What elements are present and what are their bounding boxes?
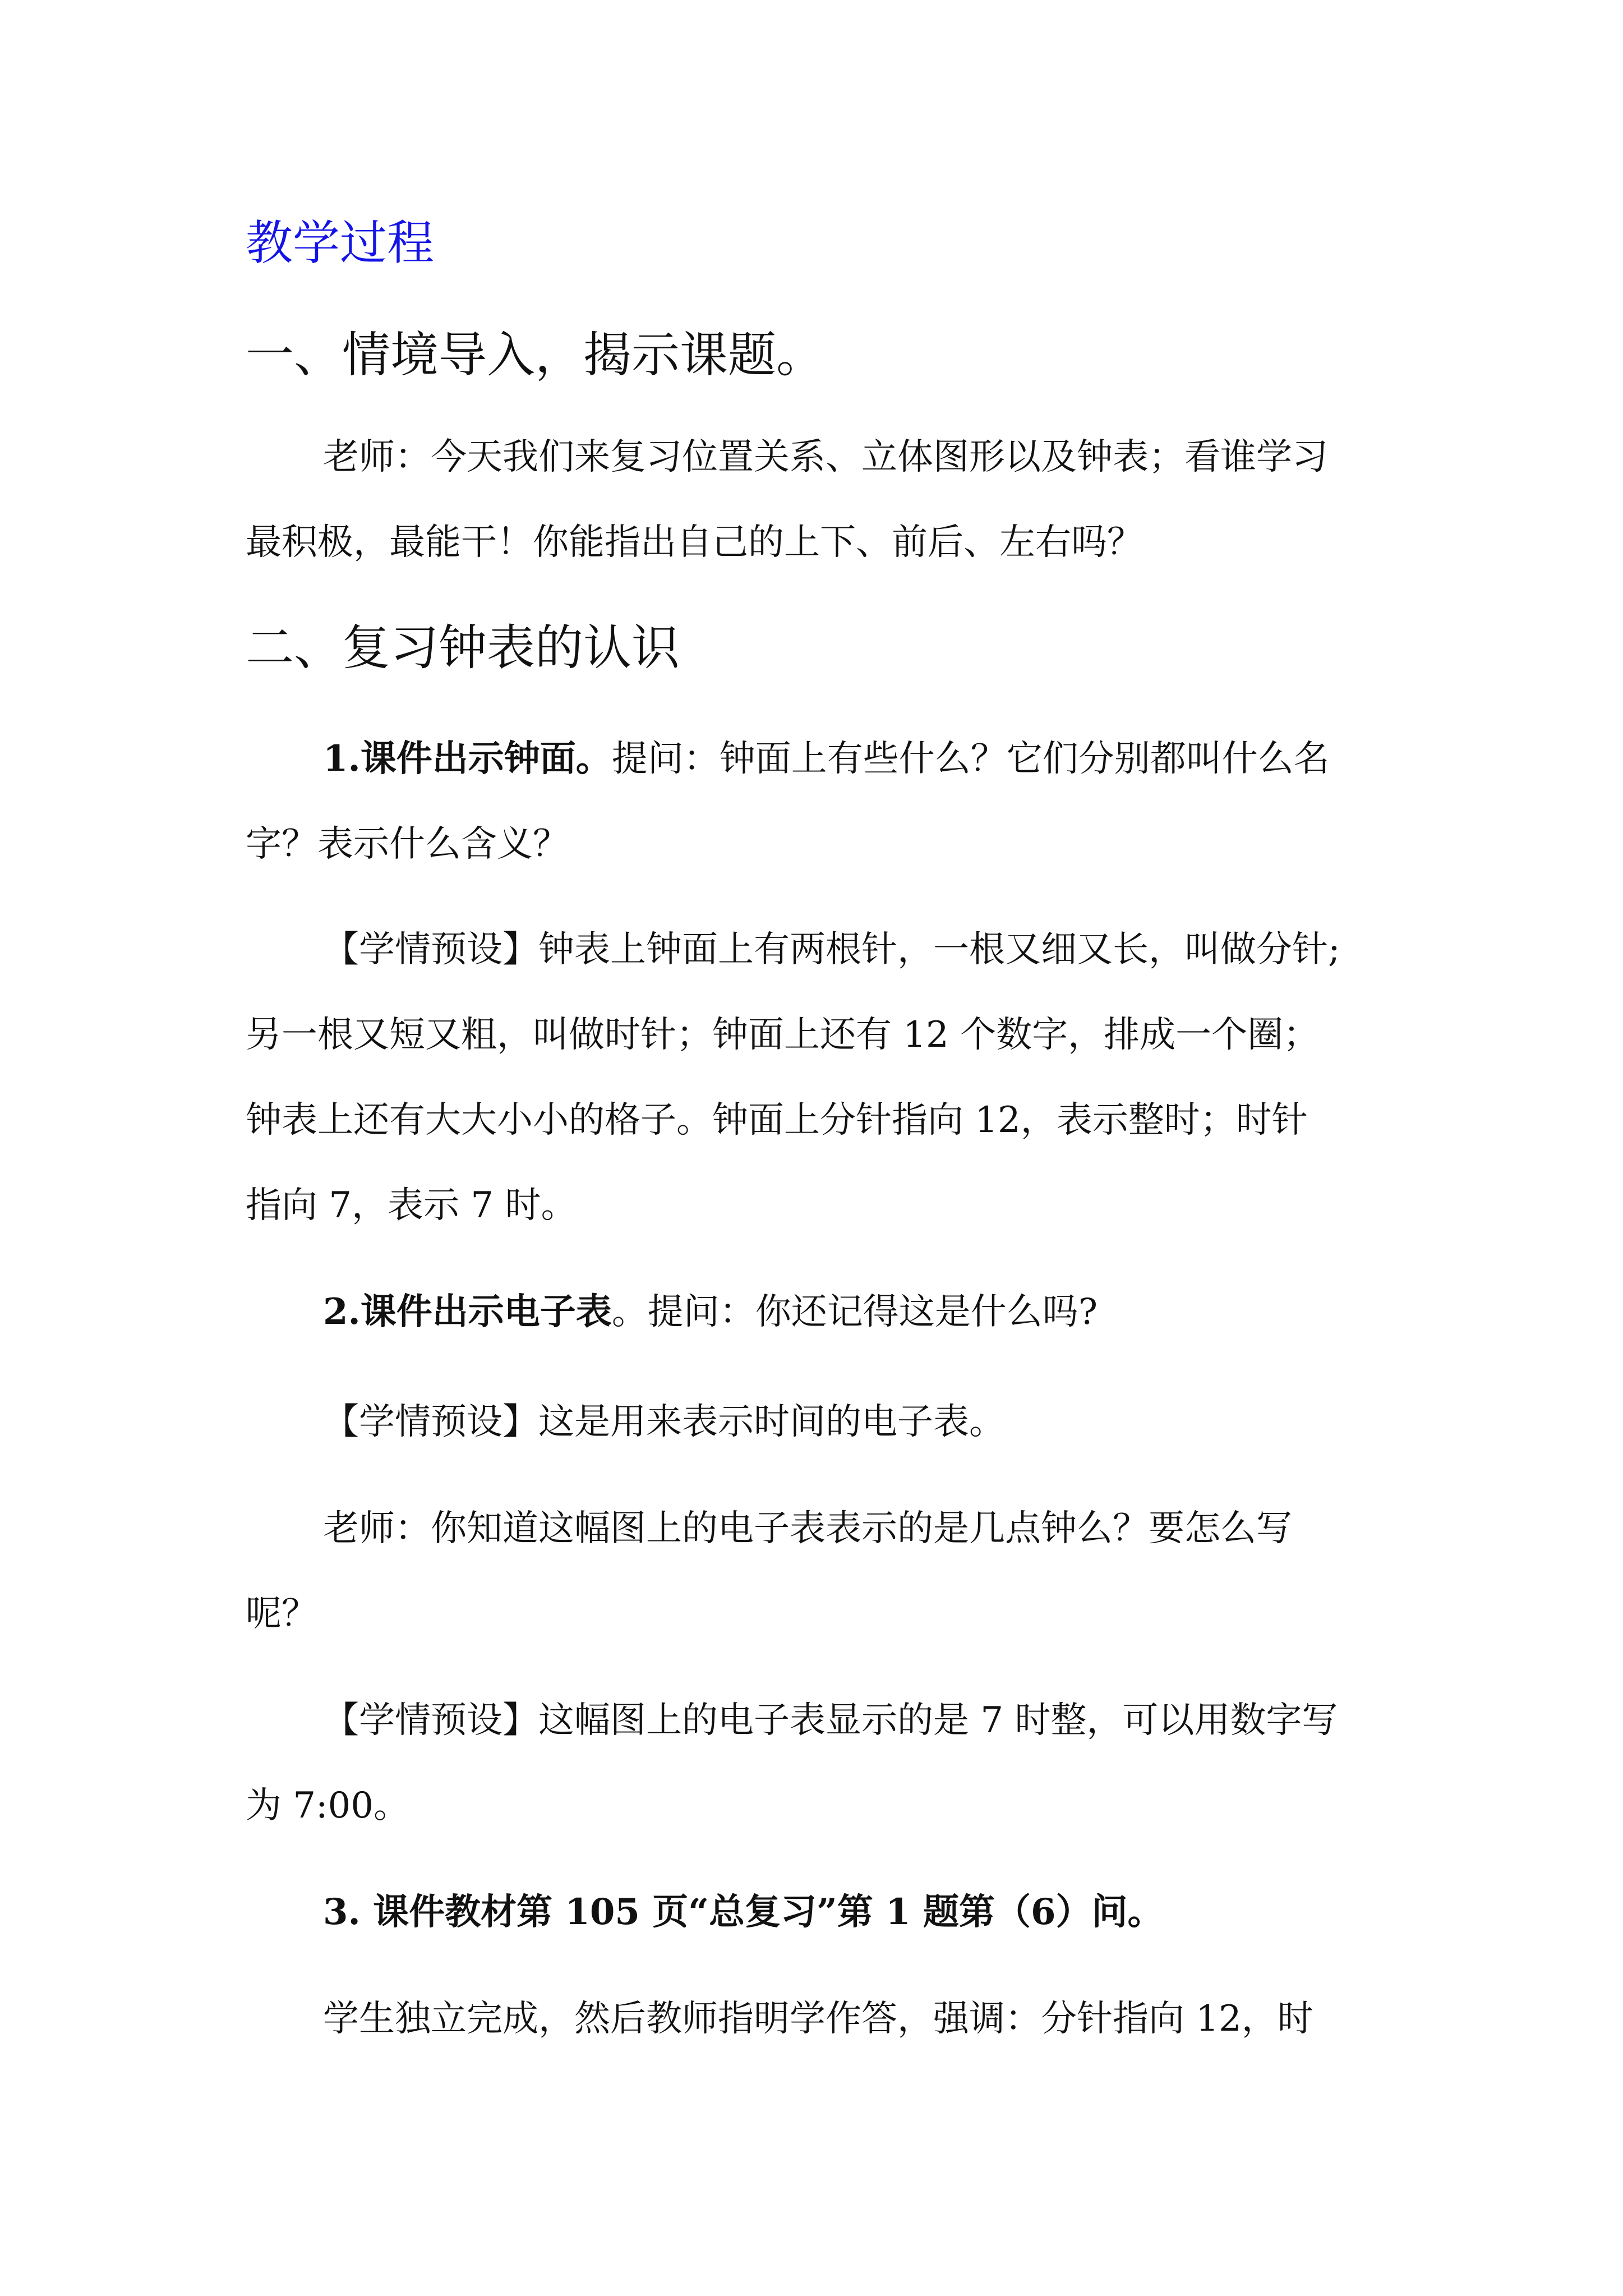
bold-lead: 1.课件出示钟面。 (323, 738, 612, 780)
paragraph-line: 最积极，最能干！你能指出自己的上下、前后、左右吗？ (246, 522, 1143, 563)
bold-lead: 2.课件出示电子表 (323, 1291, 612, 1333)
section-heading-intro: 一、情境导入，揭示课题。 (246, 327, 824, 383)
paragraph-line: 为 7:00。 (246, 1785, 410, 1826)
paragraph-line: 指向 7，表示 7 时。 (246, 1185, 577, 1226)
paragraph-line: 老师：你知道这幅图上的电子表表示的是几点钟么？要怎么写 (323, 1508, 1292, 1549)
paragraph-line (323, 1287, 1389, 1337)
paragraph-text: 提问：钟面上有些什么？它们分别都叫什么名 (611, 738, 1330, 780)
paragraph-line: 另一根又短又粗，叫做时针；钟面上还有 12 个数字，排成一个圈； (246, 1014, 1320, 1056)
page-title: 教学过程 (246, 215, 435, 270)
paragraph-line: 呢？ (246, 1593, 317, 1635)
paragraph-line: 字？表示什么含义？ (246, 823, 569, 865)
paragraph-line: 【学情预设】这是用来表示时间的电子表。 (323, 1401, 1005, 1443)
bold-heading-line: 3. 课件教材第 105 页“总复习”第 1 题第（6）问。 (323, 1891, 1164, 1933)
paragraph-line (323, 1887, 1389, 1938)
paragraph-line: 老师：今天我们来复习位置关系、立体图形以及钟表；看谁学习 (323, 436, 1328, 478)
section-heading-clock: 二、复习钟表的认识 (246, 620, 680, 676)
paragraph-text: 。提问：你还记得这是什么吗? (611, 1291, 1098, 1333)
paragraph-line: 学生独立完成，然后教师指明学作答，强调：分针指向 12，时 (323, 1998, 1313, 2040)
paragraph-line: 【学情预设】这幅图上的电子表显示的是 7 时整，可以用数字写 (323, 1700, 1338, 1741)
paragraph-line: 【学情预设】钟表上钟面上有两根针，一根又细又长，叫做分针; (323, 929, 1340, 970)
paragraph-line (323, 734, 1389, 784)
paragraph-line: 钟表上还有大大小小的格子。钟面上分针指向 12，表示整时；时针 (246, 1099, 1308, 1141)
